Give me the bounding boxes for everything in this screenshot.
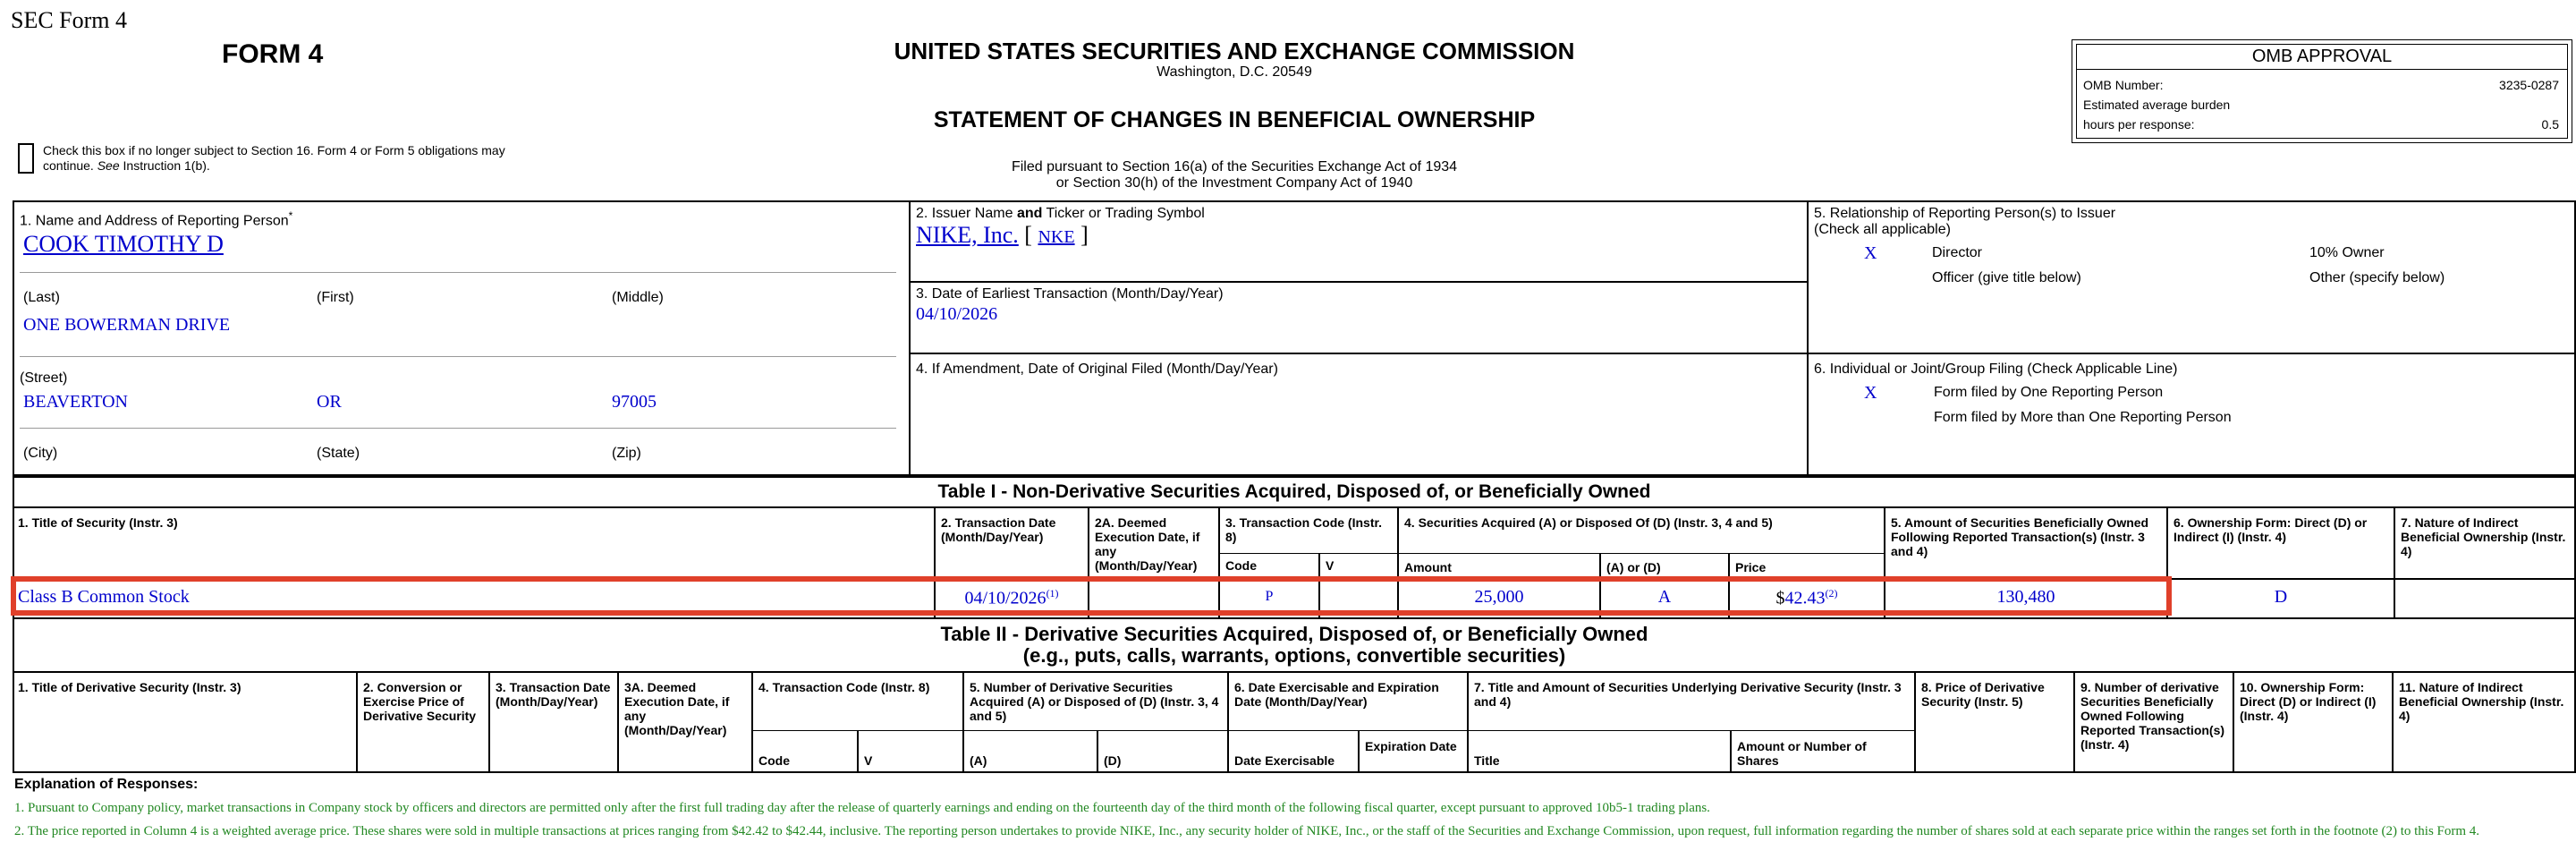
- t1-row-date: 04/10/2026$^{(1)}$: [964, 587, 1059, 608]
- t1-h4-price: Price: [1735, 560, 1767, 574]
- t2-h4-v: V: [864, 753, 873, 768]
- t1-row-form: D: [2274, 587, 2288, 607]
- box3-label: 3. Date of Earliest Transaction (Month/Day/Year): [916, 286, 1224, 302]
- t1-h2: 2. Transaction Date (Month/Day/Year): [941, 515, 1056, 544]
- t1-h3-code: Code: [1225, 558, 1257, 573]
- t2-h9: 9. Number of derivative Securities Beneficially Owned Following Reported Transaction(s) (Instr. 4): [2080, 680, 2225, 752]
- t1-h1: 1. Title of Security (Instr. 3): [18, 515, 178, 530]
- t2-h7-title: Title: [1474, 753, 1500, 768]
- t1-h7: 7. Nature of Indirect Beneficial Ownership (Instr. 4): [2401, 515, 2566, 558]
- omb-number-value: 3235-0287: [2499, 78, 2559, 92]
- city-label: (City): [23, 446, 58, 461]
- more-persons-label: Form filed by More than One Reporting Person: [1934, 410, 2232, 425]
- omb-number-label: OMB Number:: [2083, 78, 2164, 92]
- issuer-line: NIKE, Inc. [ NKE ]: [916, 222, 1089, 248]
- t2-h3a: 3A. Deemed Execution Date, if any (Month/Day/Year): [624, 680, 730, 737]
- t1-h2a: 2A. Deemed Execution Date, if any (Month/Day/Year): [1095, 515, 1200, 573]
- t1-h3: 3. Transaction Code (Instr. 8): [1225, 515, 1383, 544]
- explanation-title: Explanation of Responses:: [14, 777, 199, 792]
- state-value: OR: [317, 392, 342, 412]
- table1-title: Table I - Non-Derivative Securities Acquired, Disposed of, or Beneficially Owned: [937, 481, 1651, 502]
- box2-label: 2. Issuer Name and Ticker or Trading Symbol: [916, 206, 1205, 221]
- t1-h4-amount: Amount: [1404, 560, 1452, 574]
- t1-h6: 6. Ownership Form: Direct (D) or Indirect (I) (Instr. 4): [2174, 515, 2368, 544]
- t1-row-title: Class B Common Stock: [18, 587, 190, 607]
- t1-h4-aord: (A) or (D): [1606, 560, 1661, 574]
- street-value: ONE BOWERMAN DRIVE: [23, 315, 231, 335]
- ticker-link[interactable]: NKE: [1038, 227, 1075, 247]
- t2-h11: 11. Nature of Indirect Beneficial Ownership (Instr. 4): [2399, 680, 2564, 723]
- footnote-1: 1. Pursuant to Company policy, market transactions in Company stock by officers and directors are permitted only after the first full trading day after the release of quarterly earnings and ending on the fourteenth day of the third month of the following fiscal quarter, except pursuant to approved 10b5-1 trading plans.: [14, 801, 1710, 815]
- t2-h5-a: (A): [970, 753, 987, 768]
- omb-title: OMB APPROVAL: [2076, 44, 2568, 70]
- director-label: Director: [1932, 245, 1983, 260]
- section16-checkbox[interactable]: [18, 143, 34, 174]
- reporting-person-name[interactable]: COOK TIMOTHY D: [23, 231, 224, 257]
- t1-h5: 5. Amount of Securities Beneficially Owned Following Reported Transaction(s) (Instr. 3 and 4): [1891, 515, 2149, 558]
- table2-title-2: (e.g., puts, calls, warrants, options, convertible securities): [1022, 644, 1566, 667]
- t2-h5: 5. Number of Derivative Securities Acquired (A) or Disposed of (D) (Instr. 3, 4 and 5): [970, 680, 1219, 723]
- t2-h5-d: (D): [1104, 753, 1122, 768]
- form-title: FORM 4: [222, 39, 324, 69]
- t1-row-code: P: [1265, 589, 1274, 604]
- t1-row-aord: A: [1657, 587, 1672, 607]
- reporting-info-section: [13, 200, 2576, 476]
- t2-h4-code: Code: [758, 753, 790, 768]
- box5-label-1: 5. Relationship of Reporting Person(s) to Issuer: [1814, 206, 2116, 221]
- director-mark: X: [1864, 243, 1877, 263]
- box5-label-2: (Check all applicable): [1814, 222, 1951, 237]
- highlight-box: [11, 576, 2172, 616]
- t1-row-price: $42.43$^{(2)}$: [1775, 587, 1838, 608]
- filed-line-2: or Section 30(h) of the Investment Company Act of 1940: [1055, 175, 1413, 191]
- t2-h1: 1. Title of Derivative Security (Instr. 3): [18, 680, 242, 694]
- t2-h3: 3. Transaction Date (Month/Day/Year): [496, 680, 611, 709]
- t1-row-owned: 130,480: [1996, 587, 2055, 607]
- omb-hours-value: 0.5: [2541, 117, 2559, 132]
- street-label: (Street): [20, 370, 68, 386]
- one-person-mark: X: [1864, 383, 1877, 403]
- zip-label: (Zip): [612, 446, 641, 461]
- one-person-label: Form filed by One Reporting Person: [1934, 385, 2164, 400]
- first-label: (First): [317, 290, 354, 305]
- checkbox-text-1: Check this box if no longer subject to Section 16. Form 4 or Form 5 obligations may: [43, 143, 505, 157]
- t1-row-amount: 25,000: [1474, 587, 1524, 607]
- city-value: BEAVERTON: [23, 392, 128, 412]
- t2-h4: 4. Transaction Code (Instr. 8): [758, 680, 930, 694]
- officer-label: Officer (give title below): [1932, 270, 2081, 285]
- t2-h6-ex: Date Exercisable: [1234, 753, 1335, 768]
- zip-value: 97005: [612, 392, 657, 412]
- box1-label: 1. Name and Address of Reporting Person*: [20, 209, 293, 229]
- issuer-name-link[interactable]: NIKE, Inc.: [916, 222, 1019, 248]
- t2-h7: 7. Title and Amount of Securities Underlying Derivative Security (Instr. 3 and 4): [1474, 680, 1902, 709]
- t2-h7-amount: Amount or Number of Shares: [1737, 739, 1867, 768]
- omb-burden-label: Estimated average burden: [2083, 98, 2231, 112]
- box4-label: 4. If Amendment, Date of Original Filed (Month/Day/Year): [916, 361, 1278, 377]
- filed-line-1: Filed pursuant to Section 16(a) of the Securities Exchange Act of 1934: [1011, 159, 1458, 174]
- omb-hours-label: hours per response:: [2083, 117, 2195, 132]
- statement-title: STATEMENT OF CHANGES IN BENEFICIAL OWNERSHIP: [933, 107, 1536, 132]
- agency-location: Washington, D.C. 20549: [1157, 64, 1312, 80]
- agency-title: UNITED STATES SECURITIES AND EXCHANGE COMMISSION: [894, 38, 1575, 64]
- t2-h10: 10. Ownership Form: Direct (D) or Indirect (I) (Instr. 4): [2240, 680, 2377, 723]
- omb-box: [2072, 39, 2572, 143]
- doc-label: SEC Form 4: [11, 7, 128, 33]
- state-label: (State): [317, 446, 360, 461]
- footnote-2: 2. The price reported in Column 4 is a weighted average price. These shares were sold in multiple transactions at prices ranging from $42.42 to $42.44, inclusive. The reporting person undertakes to provide NIKE, Inc., any security holder of NIKE, Inc., or the staff of the Securities and Exchange Commission, upon request, full information regarding the number of shares sold at each separate price within the ranges set forth in the footnote (2) to this Form 4.: [14, 824, 2480, 838]
- t2-h8: 8. Price of Derivative Security (Instr. 5): [1921, 680, 2045, 709]
- box6-label: 6. Individual or Joint/Group Filing (Check Applicable Line): [1814, 361, 2178, 377]
- last-label: (Last): [23, 290, 60, 305]
- ten-percent-owner-label: 10% Owner: [2309, 245, 2385, 260]
- middle-label: (Middle): [612, 290, 664, 305]
- t2-h2: 2. Conversion or Exercise Price of Derivative Security: [363, 680, 477, 723]
- t1-h4: 4. Securities Acquired (A) or Disposed Of (D) (Instr. 3, 4 and 5): [1404, 515, 1773, 530]
- earliest-transaction-date: 04/10/2026: [916, 304, 998, 324]
- t1-h3-v: V: [1326, 558, 1335, 573]
- t2-h6-exp: Expiration Date: [1365, 739, 1457, 753]
- checkbox-text-2: continue. See Instruction 1(b).: [43, 158, 210, 173]
- t2-h6: 6. Date Exercisable and Expiration Date (Month/Day/Year): [1234, 680, 1439, 709]
- table2-title-1: Table II - Derivative Securities Acquired, Disposed of, or Beneficially Owned: [940, 623, 1648, 645]
- other-label: Other (specify below): [2309, 270, 2445, 285]
